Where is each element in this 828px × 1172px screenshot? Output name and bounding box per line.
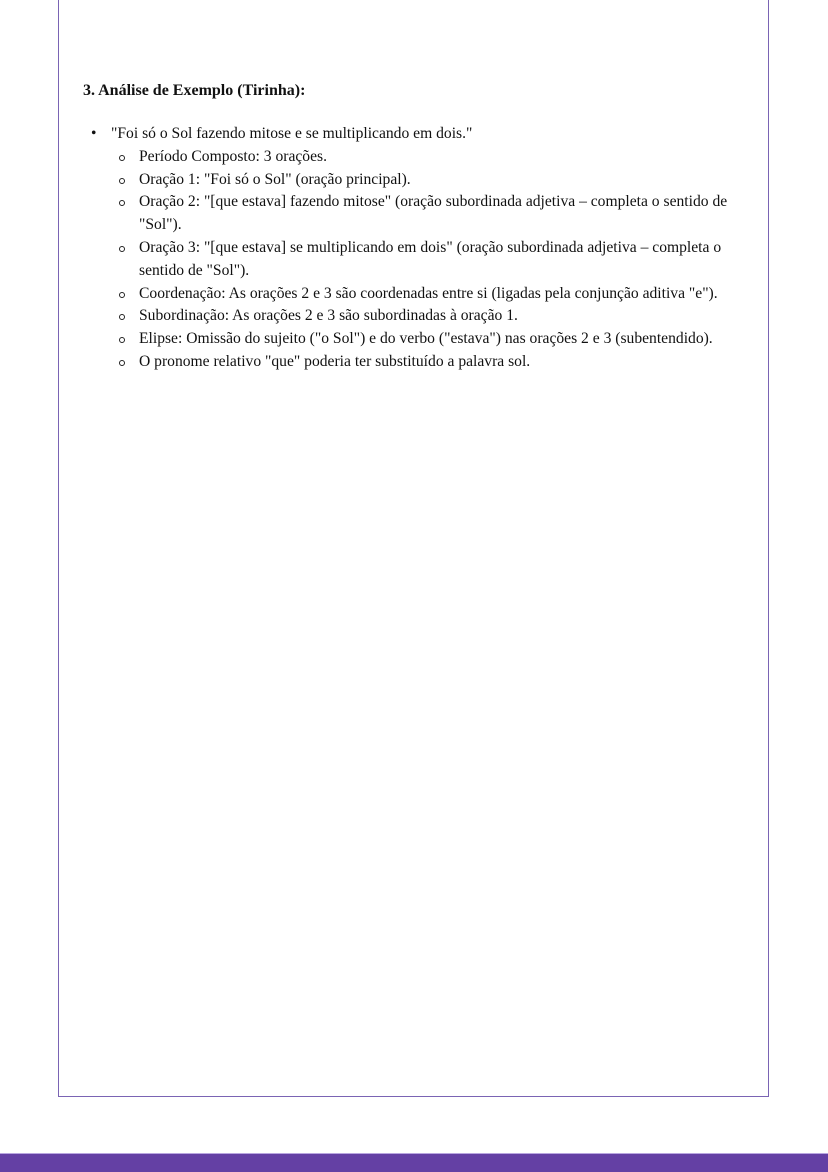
sub-item-text: O pronome relativo "que" poderia ter substituído a palavra sol.	[139, 352, 531, 370]
circle-bullet-icon	[119, 246, 125, 252]
list-item	[83, 123, 755, 146]
sub-item-text: Coordenação: As orações 2 e 3 são coordenadas entre si (ligadas pela conjunção aditiva "e").	[139, 284, 718, 302]
sub-list-item	[83, 283, 755, 306]
sub-list-item	[83, 237, 755, 283]
footer-bar	[0, 1153, 828, 1172]
sub-item-text: Período Composto: 3 orações.	[139, 147, 327, 165]
circle-bullet-icon	[119, 314, 125, 320]
bullet-icon: •	[91, 125, 97, 142]
sub-list-item	[83, 146, 755, 169]
circle-bullet-icon	[119, 155, 125, 161]
circle-bullet-icon	[119, 360, 125, 366]
circle-bullet-icon	[119, 292, 125, 298]
sub-item-text: Oração 2: "[que estava] fazendo mitose" (oração subordinada adjetiva – completa o sentido de "Sol").	[139, 193, 728, 234]
document-content	[83, 79, 755, 374]
sub-item-text: Elipse: Omissão do sujeito ("o Sol") e do verbo ("estava") nas orações 2 e 3 (subentendido).	[139, 330, 713, 348]
section-heading: 3. Análise de Exemplo (Tirinha):	[83, 82, 306, 99]
sub-list-item	[83, 351, 755, 374]
sub-list-item	[83, 191, 755, 237]
sub-list-item	[83, 328, 755, 351]
list-item-text: "Foi só o Sol fazendo mitose e se multiplicando em dois."	[111, 125, 473, 142]
sub-list-item	[83, 169, 755, 192]
circle-bullet-icon	[119, 200, 125, 206]
sub-item-text: Oração 1: "Foi só o Sol" (oração principal).	[139, 170, 411, 188]
circle-bullet-icon	[119, 178, 125, 184]
sub-item-text: Subordinação: As orações 2 e 3 são subordinadas à oração 1.	[139, 307, 518, 325]
sub-list-item	[83, 305, 755, 328]
circle-bullet-icon	[119, 337, 125, 343]
bullet-list	[83, 123, 755, 374]
sub-item-text: Oração 3: "[que estava] se multiplicando em dois" (oração subordinada adjetiva – completa o sentido de "Sol").	[139, 238, 722, 279]
